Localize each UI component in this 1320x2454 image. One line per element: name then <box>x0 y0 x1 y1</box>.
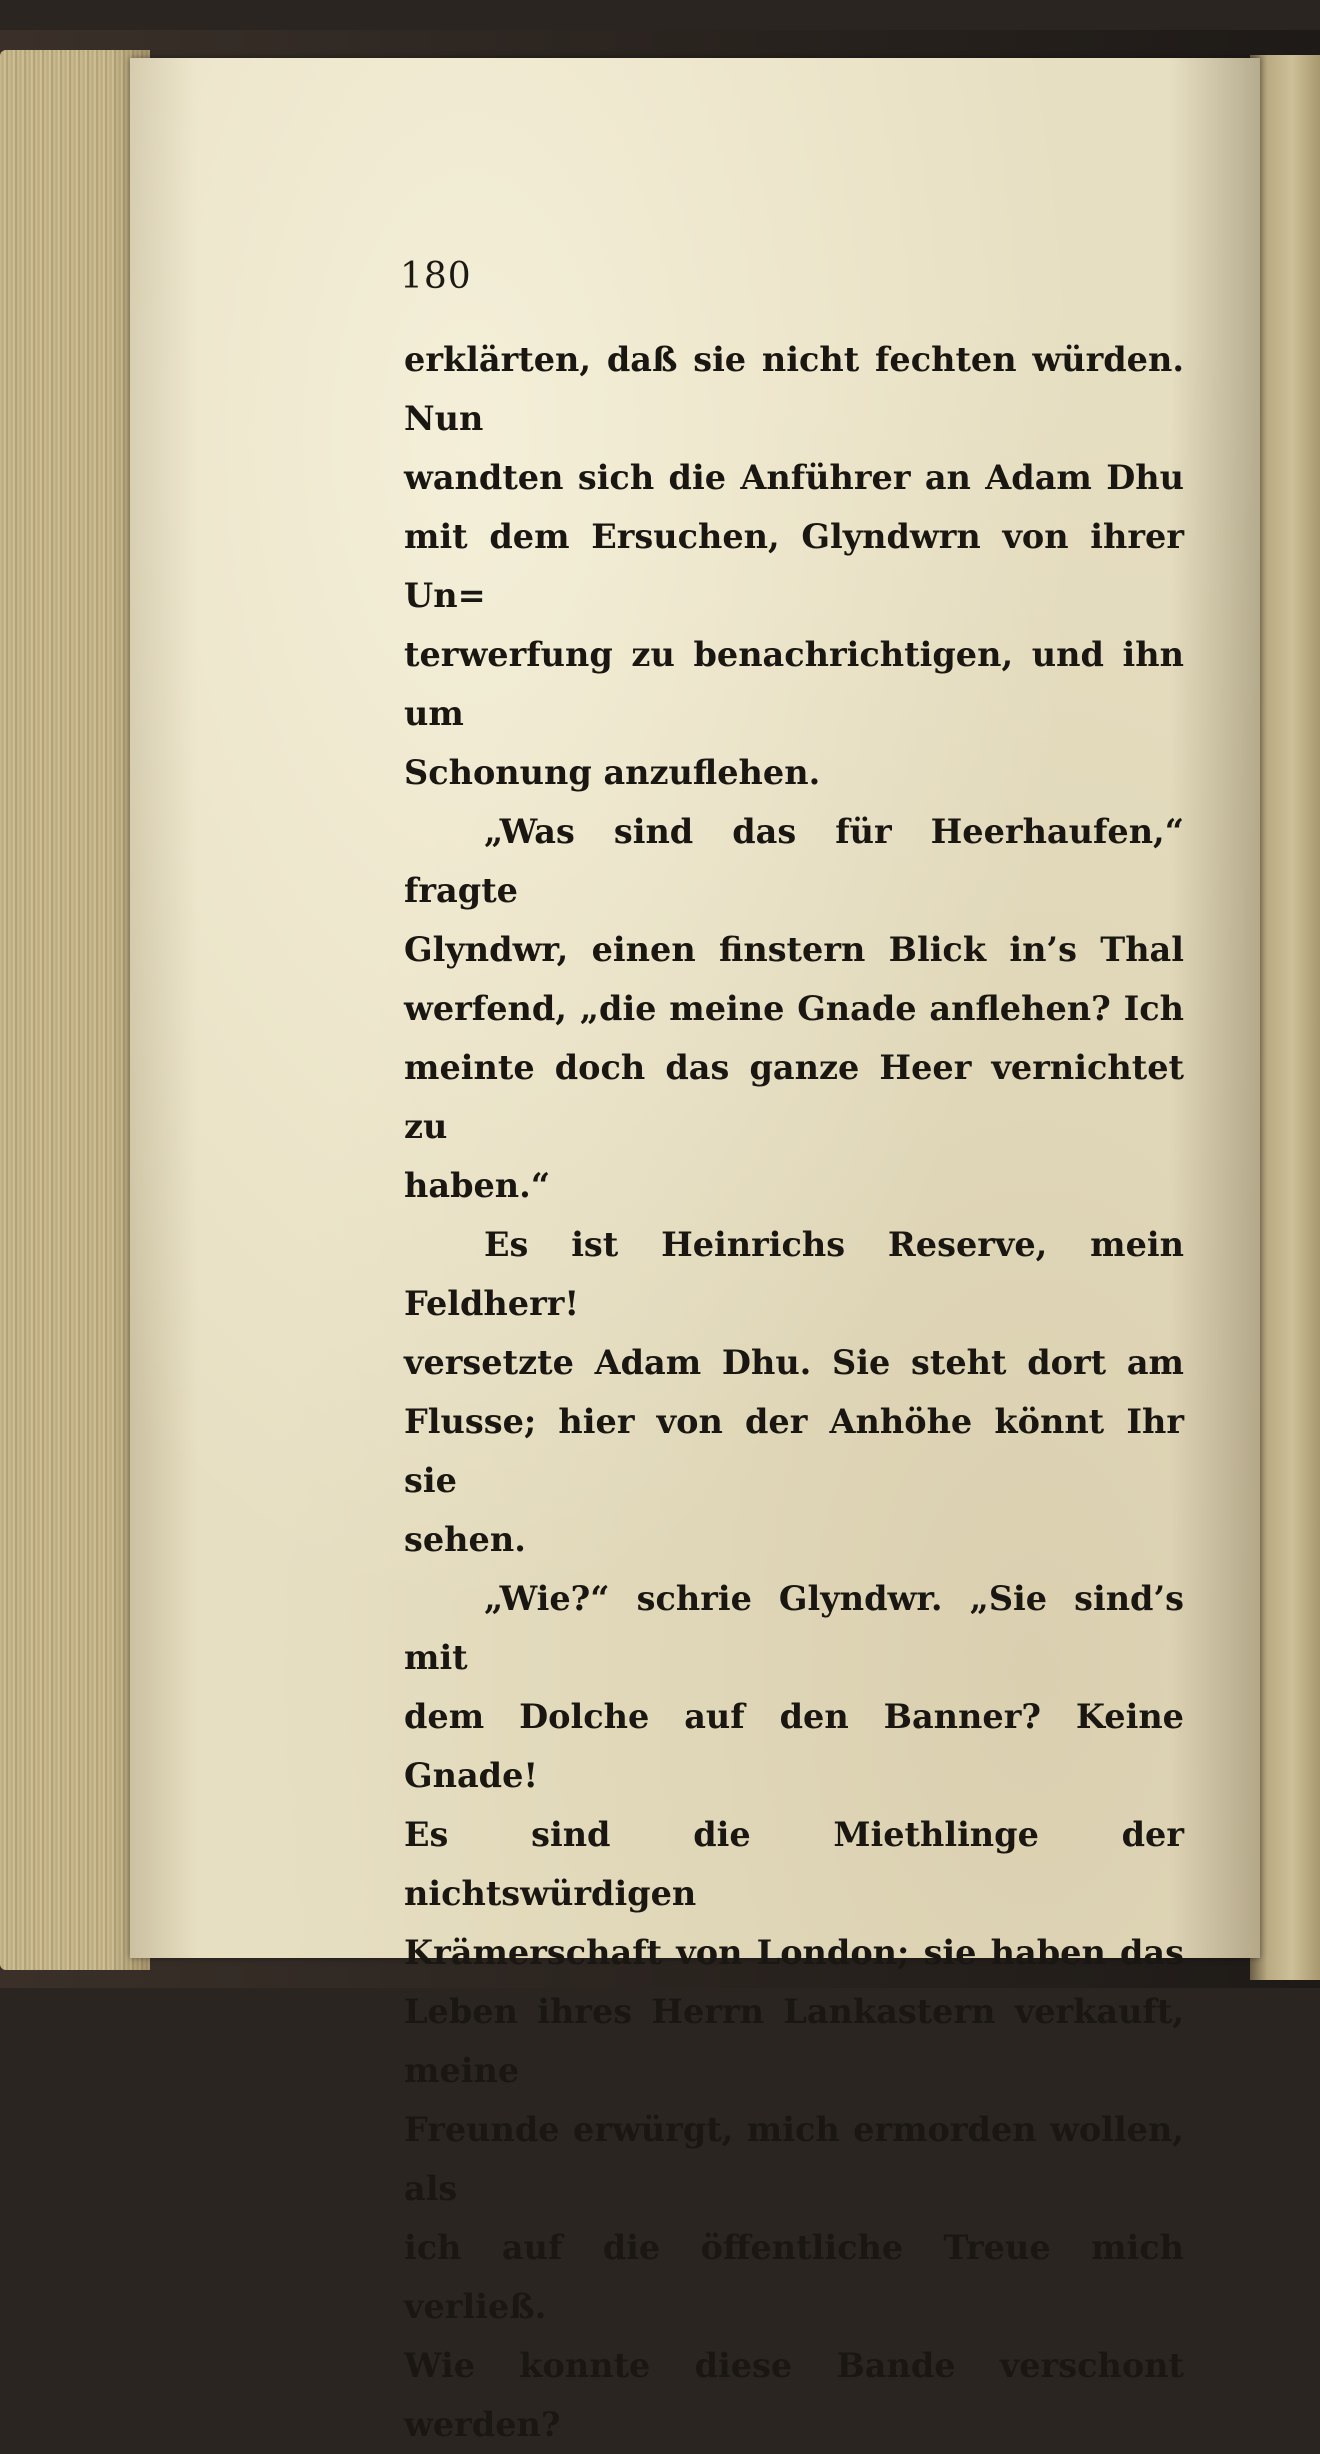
text-line: wandten sich die Anführer an Adam Dhu <box>404 458 1184 497</box>
paragraph-1-end <box>404 743 1184 802</box>
text-line: „Wie?“ schrie Glyndwr. „Sie sind’s mit <box>404 1579 1184 1677</box>
paragraph-4 <box>404 1569 1184 2454</box>
page-number: 180 <box>400 256 472 297</box>
text-line: haben.“ <box>404 1166 551 1205</box>
text-line: mit dem Ersuchen, Glyndwrn von ihrer Un= <box>404 517 1184 615</box>
text-line: terwerfung zu benachrichtigen, und ihn um <box>404 635 1184 733</box>
text-line: Krämerschaft von London; sie haben das <box>404 1933 1184 1972</box>
paragraph-2-end <box>404 1156 1184 1215</box>
text-line: „Was sind das für Heerhaufen,“ fragte <box>404 812 1184 910</box>
text-line: Glyndwr, einen finstern Blick in’s Thal <box>404 930 1184 969</box>
adjacent-page <box>1250 55 1320 1980</box>
text-line: Schonung anzuflehen. <box>404 753 821 792</box>
text-line: versetzte Adam Dhu. Sie steht dort am <box>404 1343 1184 1382</box>
text-line: ich auf die öffentliche Treue mich verließ. <box>404 2228 1184 2326</box>
text-line: Leben ihres Herrn Lankastern verkauft, meine <box>404 1992 1184 2090</box>
text-line: Wie konnte diese Bande verschont werden? <box>404 2346 1184 2444</box>
text-line: werfend, „die meine Gnade anflehen? Ich <box>404 989 1184 1028</box>
text-line: Flusse; hier von der Anhöhe könnt Ihr sie <box>404 1402 1184 1500</box>
paragraph-3 <box>404 1215 1184 1510</box>
text-line: dem Dolche auf den Banner? Keine Gnade! <box>404 1697 1184 1795</box>
paragraph-2 <box>404 802 1184 1156</box>
text-line: sehen. <box>404 1520 526 1559</box>
text-line: Es sind die Miethlinge der nichtswürdigen <box>404 1815 1184 1913</box>
paragraph-3-end <box>404 1510 1184 1569</box>
text-line: Es ist Heinrichs Reserve, mein Feldherr! <box>404 1225 1184 1323</box>
page-text <box>404 330 1184 2454</box>
text-line: Freunde erwürgt, mich ermorden wollen, als <box>404 2110 1184 2208</box>
text-line: meinte doch das ganze Heer vernichtet zu <box>404 1048 1184 1146</box>
page-edges <box>0 50 150 1970</box>
text-line: erklärten, daß sie nicht fechten würden. Nun <box>404 340 1184 438</box>
paragraph-1 <box>404 330 1184 743</box>
